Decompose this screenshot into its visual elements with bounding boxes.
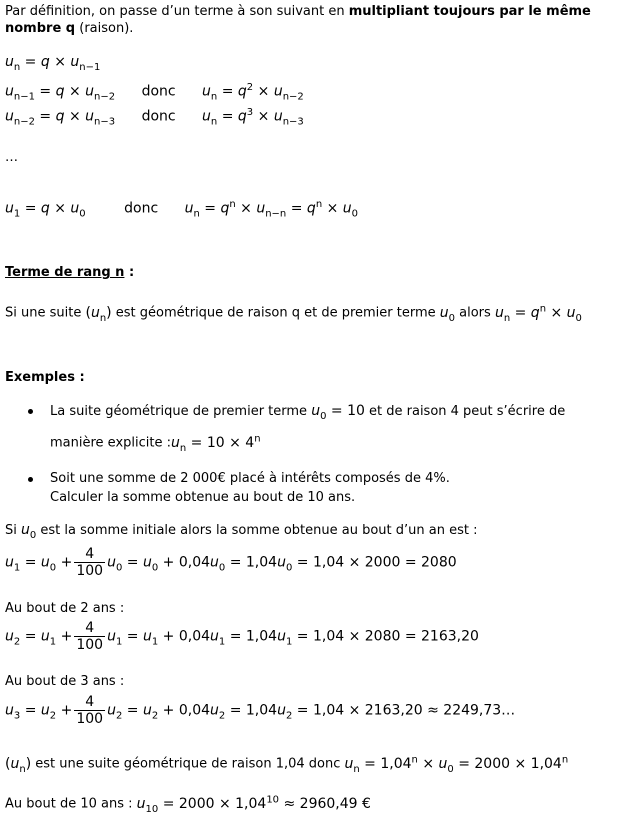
rec-line-1: $u_n = q \times u_{n-1}$ <box>5 54 101 73</box>
rec-ellipsis: … <box>5 150 18 165</box>
bout-10-line: Au bout de 10 ans : $u_{10} = 2000 \times 1,04^{10} \approx 2960,49$ € <box>5 794 371 815</box>
terme-text-c: alors <box>455 305 495 321</box>
equation-u3: $u_3 = u_2$ + $\frac{4}{100}$ $u_2 = u_2 + 0,04u_2 = 1,04u_2 = 1,04 \times 2163,20$ ≈ 2249,73… <box>5 694 516 727</box>
si-text-b: est la somme initiale alors la somme obtenue au bout d’un an est : <box>36 523 478 538</box>
rec-line-3: $u_{n-2} = q \times u_{n-3}$ donc $u_n = q^3 \times u_{n-3}$ <box>5 107 304 128</box>
terme-sentence: Si une suite $(u_n)$ est géométrique de raison q et de premier terme $u_0$ alors $u_n = q^n \times u_0$ <box>5 303 582 324</box>
donc-1: donc <box>141 83 176 100</box>
donc-3: donc <box>124 200 159 217</box>
conclusion-line: $(u_n)$ est une suite géométrique de raison 1,04 donc $u_n = 1,04^n \times u_0 = 2000 \times 1,04^n$ <box>5 754 569 775</box>
equation-u2: $u_2 = u_1$ + $\frac{4}{100}$ $u_1 = u_1 + 0,04u_1 = 1,04u_1 = 1,04 \times 2080 = 2163,20$ <box>5 620 479 653</box>
equation-u1: $u_1 = u_0$ + $\frac{4}{100}$ $u_0 = u_0 + 0,04u_0 = 1,04u_0 = 1,04 \times 2000 = 2080$ <box>5 546 457 579</box>
si-text-a: Si <box>5 523 21 538</box>
bullet-1-line-2: manière explicite $:u_n = 10 \times 4^n$ <box>50 433 261 454</box>
bout-10-label: Au bout de 10 ans : <box>5 796 133 812</box>
rec-line-2: $u_{n-1} = q \times u_{n-2}$ donc $u_n = q^2 \times u_{n-2}$ <box>5 82 304 103</box>
terme-colon: : <box>124 265 135 280</box>
si-line: Si $u_0$ est la somme initiale alors la somme obtenue au bout d’un an est : <box>5 522 478 541</box>
exemples-title: Exemples <box>5 370 75 385</box>
conclusion-text: est une suite géométrique de raison 1,04 donc <box>31 756 345 772</box>
intro-line-2 <box>5 21 133 37</box>
bout-2-label: Au bout de 2 ans : <box>5 601 125 616</box>
bullet-2-line-2: Calculer la somme obtenue au bout de 10 ans. <box>50 490 356 505</box>
intro-bold-q: nombre q <box>5 21 76 36</box>
bullet-dot-1 <box>28 409 33 414</box>
rec-line-4: $u_1 = q \times u_0$ donc $u_n = q^n \times u_{n-n} = q^n \times u_0$ <box>5 199 359 220</box>
intro-line-1 <box>5 4 591 20</box>
terme-title-line <box>5 265 134 281</box>
exemples-title-line <box>5 370 85 386</box>
terme-title: Terme de rang n <box>5 265 125 280</box>
b1-text-1: La suite géométrique de premier terme <box>50 404 312 419</box>
b1-text-2: manière explicite : <box>50 435 171 451</box>
bout-3-label: Au bout de 3 ans : <box>5 674 125 689</box>
intro-bold: multipliant toujours par le même <box>348 4 591 19</box>
b1-text-mid: et de raison 4 peut s’écrire de <box>364 404 566 419</box>
intro-raison: (raison). <box>75 21 134 36</box>
bullet-dot-2 <box>28 477 33 482</box>
bullet-2-line-1: Soit une somme de 2 000€ placé à intérêts composés de 4%. <box>50 471 450 486</box>
bullet-1-line-1: La suite géométrique de premier terme $u_0 = 10$ et de raison 4 peut s’écrire de <box>50 403 566 422</box>
donc-2: donc <box>141 108 176 125</box>
terme-text-b: est géométrique de raison q et de premier terme <box>111 305 440 321</box>
exemples-colon: : <box>74 370 85 385</box>
terme-text-a: Si une suite <box>5 305 86 321</box>
intro-text: Par définition, on passe d’un terme à son suivant en <box>5 4 349 19</box>
